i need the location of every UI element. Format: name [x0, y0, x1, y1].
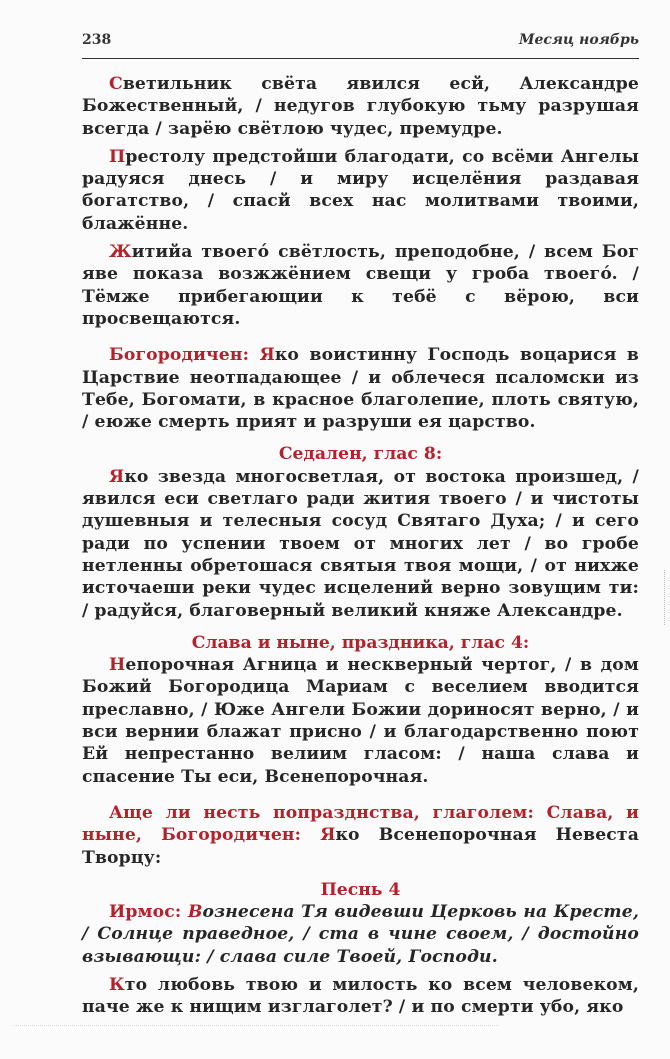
initial-letter: Ж: [109, 242, 132, 263]
section-heading-pesn: Песнь 4: [320, 879, 401, 900]
section-heading-slava: Слава и ныне, праздника, глас 4:: [191, 632, 530, 653]
paragraph-text: итийа твоегó свётлость, преподобне, / всем Бог яве показа возжжёнием свещи у гроба твоегó. / Тёмже прибегающии к тебё с вёрою, вси просвещаются.: [82, 242, 639, 329]
paragraph-bogorodichen: [82, 344, 639, 433]
edge-scan-mark: [664, 570, 666, 625]
initial-letter: Я: [259, 345, 275, 366]
initial-letter: Н: [109, 655, 126, 676]
initial-letter: Я: [320, 825, 336, 846]
paragraph-text: ко воистинну Господь воцарися в Царствие неотпадающее / и облечеся псаломски из Тебе, Богомати, в красное благолепие, плоть святую, / еюже смерть прият и разруши ея царство.: [82, 345, 639, 433]
paragraph-text: епорочная Агница и нескверный чертог, / в дом Божий Богородица Мариам с веселием вводится преславно, / Юже Ангели Божии дориносят верно, / и вси вернии блажат присно / и благодарственно поют Ей непрестанно велиим гласом: / наша слава и спасение Ты еси, Всенепорочная.: [82, 655, 639, 787]
paragraph-svetilnik: [82, 73, 639, 140]
paragraph-irmos: [82, 901, 639, 968]
initial-letter: Я: [109, 466, 125, 487]
section-heading-sedalen: Седален, глас 8:: [278, 444, 443, 465]
running-title: Месяц ноябрь: [518, 32, 639, 48]
paragraph-kto-lyubov: [82, 974, 639, 1019]
paragraph-text: ко звезда многосветлая, от востока произшед, / явился еси светлаго ради жития твоего / и чистоты душевныя и телесныя сосуд Святаго Духа; / и сего ради по успении твоем от многих лет / во гробе нетленны обретошася святыя твоя мощи, / от нихже источаеши реки чудес исцелений верно зовущим ти: / радуйся, благоверный великий княже Александре.: [82, 466, 639, 621]
paragraph-zhitiya: [82, 241, 639, 330]
rubric-label: Ирмос:: [109, 902, 188, 923]
rubric-label: Аще ли несть попразднства, глаголем: Слава, и ныне, Богородичен:: [82, 802, 639, 846]
paragraph-text: ко Всенепорочная Невеста Творцу:: [82, 825, 639, 868]
book-page: [82, 28, 639, 1019]
bleed-through-line: [14, 1025, 499, 1028]
paragraph-yako-zvezda: [82, 466, 639, 622]
paragraph-neporochnaya: [82, 654, 639, 788]
rubric-label: Богородичен:: [109, 345, 260, 366]
page-number: 238: [82, 32, 112, 48]
paragraph-text: ветильник свёта явился есй, Александре Божественный, / недугов глубокую тьму разрушая всегда / зарёю свётлою чудес, премудре.: [82, 74, 639, 139]
initial-letter: К: [109, 974, 125, 995]
page-header: [82, 28, 639, 54]
paragraph-prestolu: [82, 146, 639, 235]
paragraph-ashche-li: [82, 802, 639, 869]
paragraph-text: ознесена Тя видевши Церковь на Кресте, / Солнце праведное, / ста в чине своем, / достойно взывающи: / слава силе Твоей, Господи.: [82, 902, 639, 967]
paragraph-text: то любовь твою и милость ко всем человеком, паче же к нищим изглаголет? / и по смерти убо, яко: [82, 974, 639, 1018]
header-rule: [82, 58, 639, 59]
initial-letter: В: [187, 902, 203, 923]
initial-letter: С: [109, 74, 123, 94]
paragraph-text: рестолу предстойши благодати, со всёми Ангелы радуяся днесь / и миру исцелёния раздавая богатство, / спасй всех нас молитвами твоими, блажённе.: [82, 146, 639, 234]
initial-letter: П: [109, 146, 126, 167]
